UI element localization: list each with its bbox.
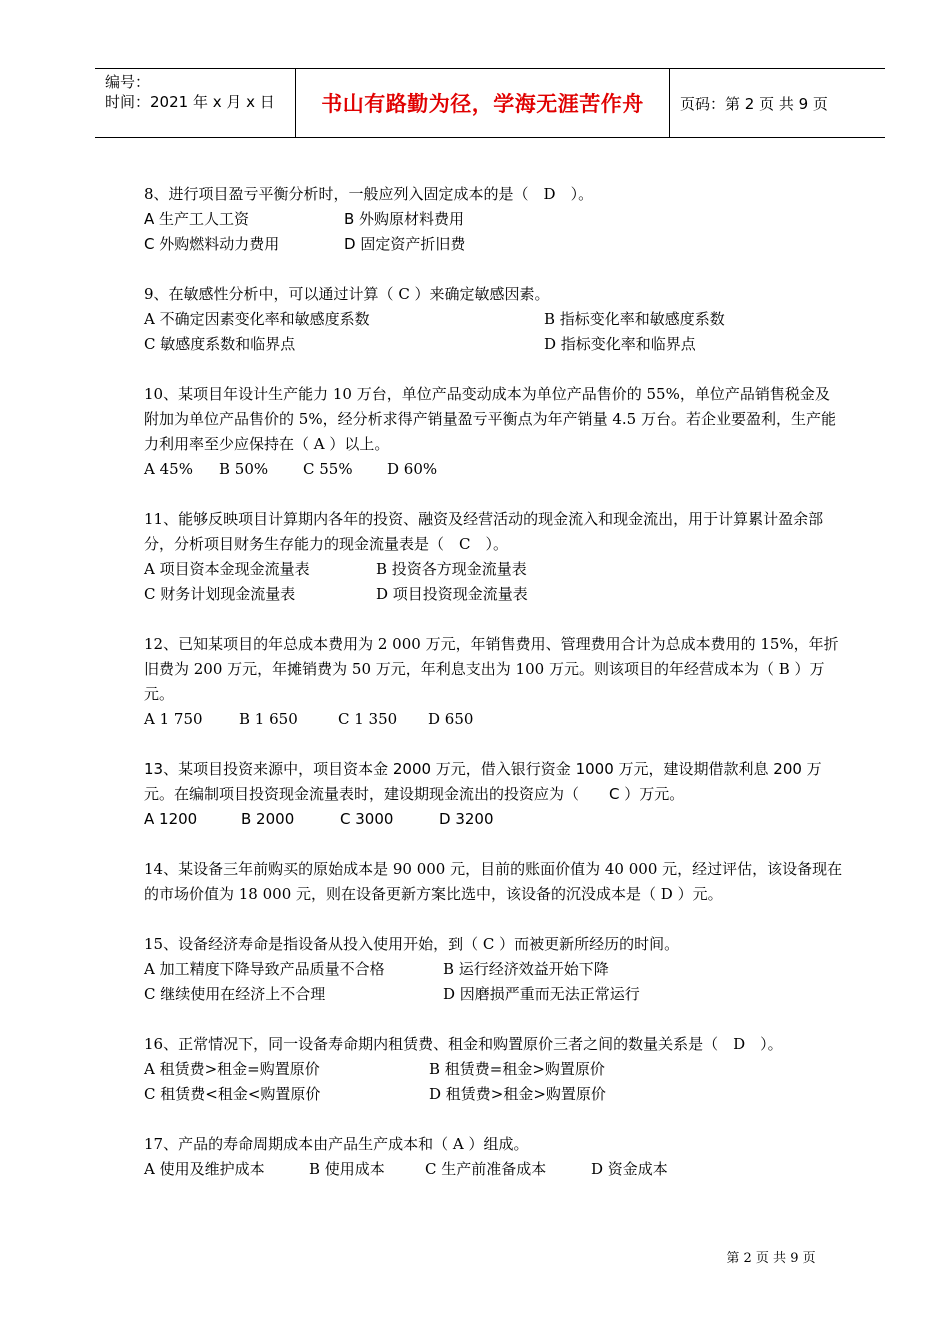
header-page-number: 页码：第 2 页 共 9 页 xyxy=(680,94,828,113)
question-11 xyxy=(144,507,844,607)
option-d: D 60% xyxy=(387,460,438,478)
option-c: C 外购燃料动力费用 xyxy=(144,235,280,253)
question-10 xyxy=(144,382,844,482)
question-13 xyxy=(144,757,844,832)
option-a: A 1200 xyxy=(144,810,198,828)
header-meta xyxy=(95,69,296,137)
question-stem: 12、已知某项目的年总成本费用为 2 000 万元，年销售费用、管理费用合计为总成本费用的 15%，年折旧费为 200 万元，年摊销费为 50 万元，年利息支出为 100 万元。则该项目的年经营成本为（ B ）万元。 xyxy=(144,635,839,703)
question-15 xyxy=(144,932,844,1007)
option-c: C 继续使用在经济上不合理 xyxy=(144,985,326,1003)
option-a: A 租赁费>租金=购置原价 xyxy=(144,1060,320,1078)
option-d: D 资金成本 xyxy=(591,1160,668,1178)
option-c: C 1 350 xyxy=(338,710,398,728)
option-a: A 使用及维护成本 xyxy=(144,1160,265,1178)
header-motto: 书山有路勤为径，学海无涯苦作舟 xyxy=(296,69,670,137)
option-d: D 因磨损严重而无法正常运行 xyxy=(443,985,640,1003)
option-a: A 生产工人工资 xyxy=(144,210,250,228)
option-d: D 固定资产折旧费 xyxy=(344,235,466,253)
question-stem: 8、进行项目盈亏平衡分析时，一般应列入固定成本的是（ D ）。 xyxy=(144,185,594,203)
page-header xyxy=(95,68,885,138)
option-c: C 财务计划现金流量表 xyxy=(144,585,296,603)
question-stem: 15、设备经济寿命是指设备从投入使用开始，到（ C ）而被更新所经历的时间。 xyxy=(144,935,680,953)
option-a: A 加工精度下降导致产品质量不合格 xyxy=(144,960,385,978)
option-b: B 租赁费=租金>购置原价 xyxy=(429,1060,605,1078)
option-d: D 指标变化率和临界点 xyxy=(544,335,696,353)
question-stem: 10、某项目年设计生产能力 10 万台，单位产品变动成本为单位产品售价的 55%，单位产品销售税金及附加为单位产品售价的 5%，经分析求得产销量盈亏平衡点为年产销量 4.5 万台。若企业要盈利，生产能力利用率至少应保持在（ A ）以上。 xyxy=(144,385,836,453)
question-stem: 14、某设备三年前购买的原始成本是 90 000 元，目前的账面价值为 40 000 元，经过评估，该设备现在的市场价值为 18 000 元，则在设备更新方案比选中，该设备的沉没成本是（ D ）元。 xyxy=(144,860,843,903)
option-d: D 650 xyxy=(428,710,474,728)
option-b: B 2000 xyxy=(241,810,295,828)
question-14 xyxy=(144,857,844,907)
option-a: A 45% xyxy=(144,460,193,478)
question-17 xyxy=(144,1132,844,1182)
question-list xyxy=(144,182,844,1207)
option-d: D 项目投资现金流量表 xyxy=(376,585,528,603)
option-b: B 投资各方现金流量表 xyxy=(376,560,527,578)
question-stem: 11、能够反映项目计算期内各年的投资、融资及经营活动的现金流入和现金流出，用于计算累计盈余部分，分析项目财务生存能力的现金流量表是（ C ）。 xyxy=(144,510,824,553)
option-d: D 3200 xyxy=(439,810,494,828)
option-b: B 使用成本 xyxy=(309,1160,385,1178)
option-c: C 3000 xyxy=(340,810,394,828)
question-stem: 9、在敏感性分析中，可以通过计算（ C ）来确定敏感因素。 xyxy=(144,285,550,303)
option-b: B 50% xyxy=(219,460,269,478)
question-12 xyxy=(144,632,844,732)
question-stem: 16、正常情况下，同一设备寿命期内租赁费、租金和购置原价三者之间的数量关系是（ D ）。 xyxy=(144,1035,783,1053)
document-date: 时间：2021 年 x 月 x 日 xyxy=(105,93,275,111)
option-a: A 不确定因素变化率和敏感度系数 xyxy=(144,310,370,328)
question-16 xyxy=(144,1032,844,1107)
option-c: C 租赁费<租金<购置原价 xyxy=(144,1085,321,1103)
question-stem: 17、产品的寿命周期成本由产品生产成本和（ A ）组成。 xyxy=(144,1135,529,1153)
option-b: B 运行经济效益开始下降 xyxy=(443,960,609,978)
footer-page-number: 第 2 页 共 9 页 xyxy=(726,1251,816,1266)
option-a: A 1 750 xyxy=(144,710,203,728)
option-c: C 生产前准备成本 xyxy=(425,1160,547,1178)
option-c: C 55% xyxy=(303,460,353,478)
page-footer xyxy=(0,1247,950,1266)
option-b: B 外购原材料费用 xyxy=(344,210,465,228)
document-number: 编号： xyxy=(105,73,151,91)
option-b: B 指标变化率和敏感度系数 xyxy=(544,310,725,328)
option-c: C 敏感度系数和临界点 xyxy=(144,335,296,353)
question-9 xyxy=(144,282,844,357)
question-8 xyxy=(144,182,844,257)
option-b: B 1 650 xyxy=(239,710,298,728)
question-stem: 13、某项目投资来源中，项目资本金 2000 万元，借入银行资金 1000 万元，建设期借款利息 200 万元。在编制项目投资现金流量表时，建设期现金流出的投资应为（ C ）万元。 xyxy=(144,760,822,803)
option-d: D 租赁费>租金>购置原价 xyxy=(429,1085,606,1103)
option-a: A 项目资本金现金流量表 xyxy=(144,560,310,578)
